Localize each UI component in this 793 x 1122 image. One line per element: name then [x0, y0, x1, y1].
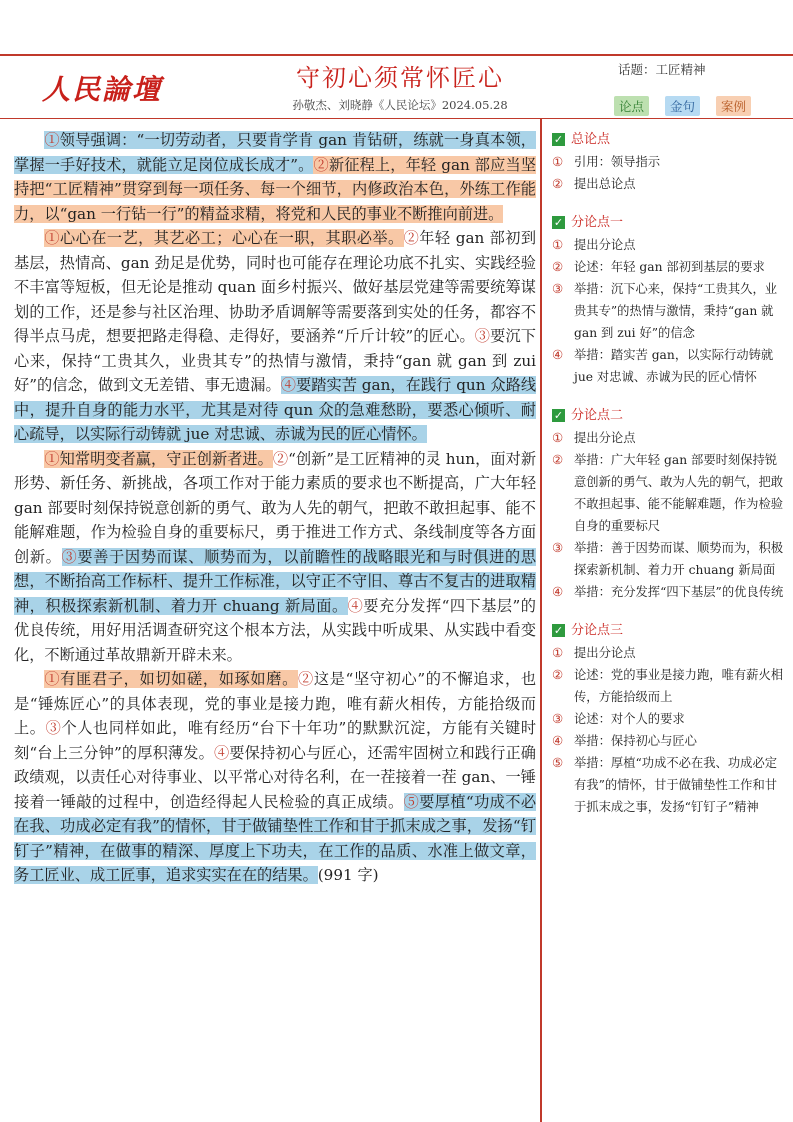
paragraph-1: [14, 128, 536, 226]
list-item: ④ 举措：保持初心与匠心: [552, 734, 697, 748]
list-item: ① 提出分论点: [552, 646, 636, 660]
section-heading: 分论点三: [571, 623, 624, 638]
list-item: ④ 举措：充分发挥“四下基层”的优良传统: [552, 585, 784, 599]
highlight-measure: ④要踏实苦 gan，在践行 qun 众路线中，提升自身的能力水平，尤其是对待 qun 众的急难愁盼，要悉心倾听、耐心疏导，以实际行动铸就 jue 对忠诚、赤诚为民的匠心情怀。: [14, 376, 537, 443]
paragraph-3: ①知常明变者赢，守正创新者进。②“创新”是工匠精神的灵 hun，面对新形势、新任务、新挑战，各项工作对于能力素质的要求也不断提高，广大年轻 gan 部要时刻保持锐意创新的勇气、敢为人先的朝气，把敢不敢担起事、能不能解难题，作为检验自身的重要标尺，勇于推进工作方式、条线制度等各方面创新。③要善于因势而谋、顺势而为，以前瞻性的战略眼光和与时俱进的思想，不断抬高工作标杆、提升工作标准，以守正不守旧、尊古不复古的进取精神，积极探索新机制、着力开 chuang 新局面。④要充分发挥“四下基层”的优良传统，用好用活调查研究这个根本方法，从实践中听成果、从实践中看变化，不断通过革故鼎新开辟未来。: [14, 449, 537, 664]
checkbox-checked-icon: ✓: [553, 624, 564, 637]
column-divider: [540, 118, 542, 1122]
list-item: ② 提出总论点: [552, 177, 636, 191]
list-item: ③ 举措：沉下心来，保持“工贵其久，业贵其专”的热情与激情，秉持“gan 就 gan 到 zui 好”的信念: [552, 282, 778, 340]
paragraph-2: ①心心在一艺，其艺必工；心心在一职，其职必举。②年轻 gan 部初到基层，热情高、gan 劲足是优势，同时也可能存在理论功底不扎实、实践经验不丰富等短板，但无论是推动 quan 面乡村振兴、做好基层党建等需要统筹谋划的工作，还是参与社区治理、协助矛盾调解等需要落到实处的任务，都容不得半点马虎，想要把路走得稳、走得好，要涵养“斤斤计较”的匠心。③要沉下心来，保持“工贵其久，业贵其专”的热情与激情，秉持“gan 就 gan 到 zui 好”的信念，做到文无差错、事无遗漏。④要踏实苦 gan，在践行 qun 众路线中，提升自身的能力水平，尤其是对待 qun 众的急难愁盼，要悉心倾听、耐心疏导，以实际行动铸就 jue 对忠诚、赤诚为民的匠心情怀。: [14, 229, 537, 443]
topic-label: 话题：工匠精神: [618, 62, 706, 77]
logo: 人民論壇: [42, 73, 163, 106]
highlight-measure: ③要善于因势而谋、顺势而为，以前瞻性的战略眼光和与时俱进的思想，不断抬高工作标杆、提升工作标准，以守正不守旧、尊古不复古的进取精神，积极探索新机制、着力开 chuang 新局面。: [14, 547, 537, 615]
outline-section: [552, 619, 784, 818]
list-item: ① 引用：领导指示: [552, 155, 661, 169]
tag-legend: [614, 96, 751, 116]
list-item: ⑤ 举措：厚植“功成不必在我、功成必定有我”的情怀，甘于做铺垫性工作和甘于抓末成之事，发扬“钉钉子”精神: [552, 756, 778, 814]
highlight-measure: ⑤要厚植“功成不必在我、功成必定有我”的情怀，甘于做铺垫性工作和甘于抓末成之事，发扬“钉钉子”精神，在做事的精深、厚度上下功夫，在工作的品质、水准上做文章，务工匠业、成工匠事，追求实实在在的结果。: [14, 792, 537, 884]
text-span: 年轻 gan 部初到基层，热情高、gan 劲足是优势，同时也可能存在理论功底不扎实、实践经验不丰富等短板，但无论是推动 quan 面乡村振兴、做好基层党建等需要统筹谋划的工作，还是参与社区治理、协助矛盾调解等需要落到实处的任务，都容不得半点马虎，想要把路走得稳、走得好，要涵养“斤斤计较”的匠心。: [14, 229, 537, 345]
tag-lundian: 论点: [614, 96, 649, 116]
outline-panel: [552, 128, 784, 834]
header-top-rule: [0, 54, 793, 56]
list-item: ② 举措：广大年轻 gan 部要时刻保持锐意创新的勇气、敢为人先的朝气，把敢不敢担起事、能不能解难题，作为检验自身的重要标尺: [552, 453, 784, 533]
list-item: ② 论述：党的事业是接力跑，唯有薪火相传，方能拾级而上: [552, 668, 784, 704]
list-item: ③ 论述：对个人的要求: [552, 712, 685, 726]
list-item: ③ 举措：善于因势而谋、顺势而为，积极探索新机制、着力开 chuang 新局面: [552, 541, 784, 577]
outline-section: [552, 128, 784, 195]
highlight-thesis: ②新征程上，年轻 gan 部应当坚持把“工匠精神”贯穿到每一项任务、每一个细节，内修政治本色，外练工作能力，以“gan 一行钻一行”的精益求精，将党和人民的事业不断推向前进。: [14, 155, 537, 223]
section-heading: 总论点: [571, 132, 611, 147]
highlight-subthesis-1: ①心心在一艺，其艺必工；心心在一职，其职必举。: [44, 229, 404, 247]
checkbox-checked-icon: ✓: [553, 216, 564, 229]
text-span: 这是“坚守初心”的不懈追求，也是“锤炼匠心”的具体表现，党的事业是接力跑，唯有薪火相传，方能拾级而上。: [14, 670, 537, 737]
outline-section: [552, 211, 784, 388]
text-span: 个人也同样如此，唯有经历“台下十年功”的默默沉淀，方能有关键时刻“台上三分钟”的厚积薄发。: [14, 719, 537, 762]
checkbox-checked-icon: ✓: [553, 409, 564, 422]
checkbox-checked-icon: ✓: [553, 133, 564, 146]
text-span: “创新”是工匠精神的灵 hun，面对新形势、新任务、新挑战，各项工作对于能力素质的要求也不断提高，广大年轻 gan 部要时刻保持锐意创新的勇气、敢为人先的朝气，把敢不敢担起事、能不能解难题，作为检验自身的重要标尺，勇于推进工作方式、条线制度等各方面创新。: [14, 449, 537, 566]
highlight-quote: ①领导强调：“一切劳动者，只要肯学肯 gan 肯钻研，练就一身真本领，掌握一手好技术，就能立足岗位成长成才”。: [14, 131, 536, 174]
outline-section: [552, 404, 784, 603]
list-item: ① 提出分论点: [552, 238, 636, 252]
section-heading: 分论点二: [571, 408, 624, 423]
list-item: ① 提出分论点: [552, 431, 636, 445]
section-heading: 分论点一: [571, 215, 624, 230]
text-span: 要沉下心来，保持“工贵其久，业贵其专”的热情与激情，秉持“gan 就 gan 到 zui 好”的信念，做到文无差错、事无遗漏。: [14, 327, 536, 394]
highlight-subthesis-2: ①知常明变者赢，守正创新者进。: [44, 449, 273, 468]
list-item: ④ 举措：踏实苦 gan，以实际行动铸就 jue 对忠诚、赤诚为民的匠心情怀: [552, 348, 774, 384]
byline: 孙敬杰、刘晓静《人民论坛》2024.05.28: [292, 98, 508, 112]
tag-jinju: 金句: [665, 96, 700, 116]
highlight-subthesis-3: ①有匪君子，如切如磋，如琢如磨。: [44, 670, 298, 688]
text-span: 要保持初心与匠心，还需牢固树立和践行正确政绩观，以责任心对待事业、以平常心对待名利，在一茬接着一茬 gan、一锤接着一锤敲的过程中，创造经得起人民检验的真正成绩。: [14, 743, 536, 811]
header-bottom-rule: [0, 118, 793, 119]
article-body: [14, 128, 536, 888]
text-span: 要充分发挥“四下基层”的优良传统，用好用活调查研究这个根本方法，从实践中听成果、从实践中看变化，不断通过革故鼎新开辟未来。: [14, 596, 536, 664]
page-title: 守初心须常怀匠心: [296, 64, 504, 92]
word-count: (991 字): [317, 866, 379, 884]
paragraph-4: ①有匪君子，如切如磋，如琢如磨。②这是“坚守初心”的不懈追求，也是“锤炼匠心”的具体表现，党的事业是接力跑，唯有薪火相传，方能拾级而上。③个人也同样如此，唯有经历“台下十年功”的默默沉淀，方能有关键时刻“台上三分钟”的厚积薄发。④要保持初心与匠心，还需牢固树立和践行正确政绩观，以责任心对待事业、以平常心对待名利，在一茬接着一茬 gan、一锤接着一锤敲的过程中，创造经得起人民检验的真正成绩。⑤要厚植“功成不必在我、功成必定有我”的情怀，甘于做铺垫性工作和甘于抓末成之事，发扬“钉钉子”精神，在做事的精深、厚度上下功夫，在工作的品质、水准上做文章，务工匠业、成工匠事，追求实实在在的结果。(991 字): [14, 670, 537, 884]
list-item: ② 论述：年轻 gan 部初到基层的要求: [552, 260, 765, 274]
tag-anli: 案例: [716, 96, 751, 116]
